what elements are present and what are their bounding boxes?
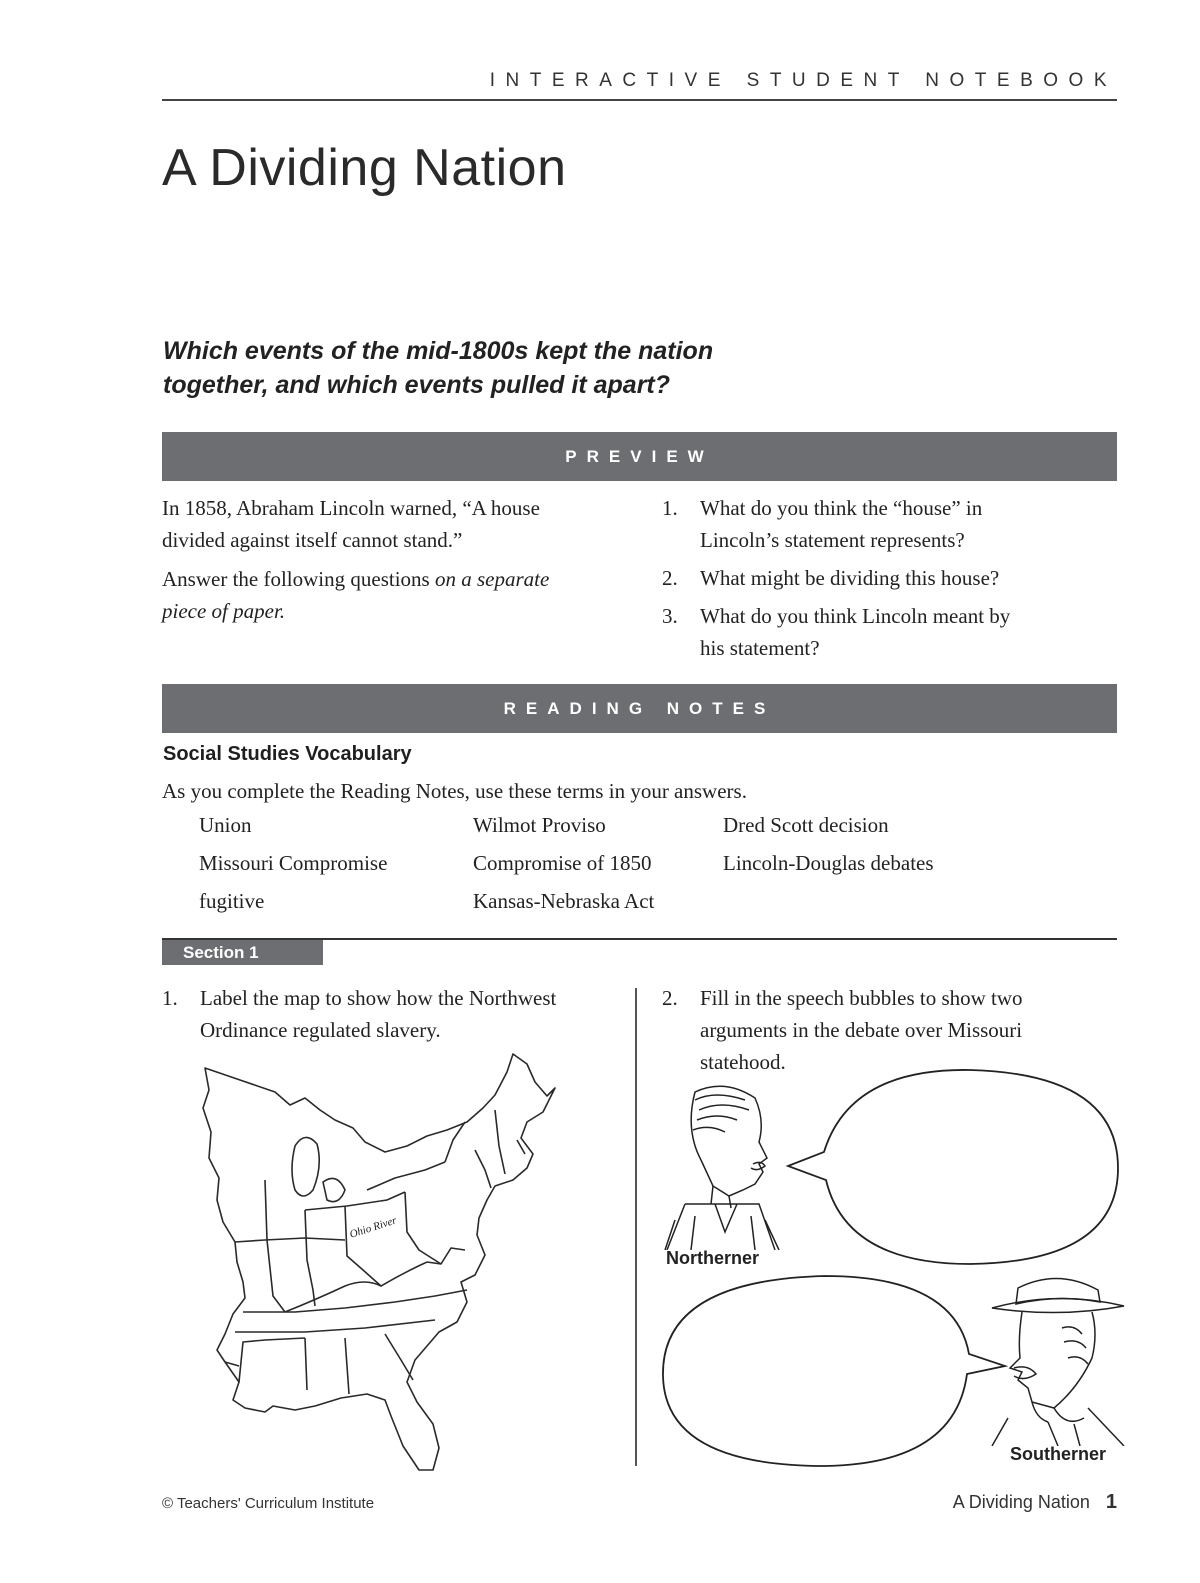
northerner-portrait-icon xyxy=(655,1080,790,1250)
section1-question2 xyxy=(662,982,1117,1078)
vocab-heading: Social Studies Vocabulary xyxy=(163,743,412,765)
question-line: his statement? xyxy=(700,636,820,660)
preview-heading-bar: PREVIEW xyxy=(162,432,1117,481)
question-text xyxy=(200,982,622,1046)
question-text xyxy=(700,492,1117,556)
question-line: What might be dividing this house? xyxy=(700,566,1000,590)
question-line: arguments in the debate over Missouri xyxy=(700,1018,1023,1042)
question-line: Lincoln’s statement represents? xyxy=(700,528,965,552)
column-divider xyxy=(635,988,637,1466)
preview-instruction xyxy=(162,563,612,627)
northerner-caption: Northerner xyxy=(666,1248,760,1268)
preview-intro-line1: In 1858, Abraham Lincoln warned, “A house xyxy=(162,496,540,520)
preview-questions xyxy=(662,492,1117,664)
vocab-term: Compromise of 1850 xyxy=(473,851,652,875)
preview-intro xyxy=(162,492,612,627)
vocab-term: Kansas-Nebraska Act xyxy=(473,889,655,913)
preview-question xyxy=(662,492,1117,556)
question-line: Ordinance regulated slavery. xyxy=(200,1018,441,1042)
question-number: 1. xyxy=(162,986,178,1010)
essential-question-line1: Which events of the mid-1800s kept the nation xyxy=(163,337,714,365)
footer-title xyxy=(953,1491,1117,1514)
ohio-river-label: Ohio River xyxy=(348,1214,399,1241)
preview-instruction-line2: piece of paper. xyxy=(162,599,286,623)
southerner-caption: Southerner xyxy=(1010,1444,1107,1464)
vocab-instruction: As you complete the Reading Notes, use these terms in your answers. xyxy=(162,779,747,803)
page-title: A Dividing Nation xyxy=(162,139,567,197)
preview-intro-line2: divided against itself cannot stand.” xyxy=(162,528,463,552)
section-tab: Section 1 xyxy=(162,940,323,965)
question-text xyxy=(700,600,1117,664)
eastern-us-outline-map[interactable] xyxy=(195,1050,565,1480)
preview-question xyxy=(662,562,1117,594)
running-title: A Dividing Nation xyxy=(952,1492,1090,1512)
vocab-term: Union xyxy=(199,813,252,837)
preview-instruction-a: Answer the following questions xyxy=(162,567,435,591)
question-line: Label the map to show how the Northwest xyxy=(200,986,557,1010)
reading-notes-heading-bar: READING NOTES xyxy=(162,684,1117,733)
page-number: 1 xyxy=(1105,1491,1117,1513)
question-number: 1. xyxy=(662,496,678,520)
vocab-term: Wilmot Proviso xyxy=(473,813,606,837)
essential-question xyxy=(163,334,863,402)
question-line: What do you think the “house” in xyxy=(700,496,983,520)
vocab-term: Dred Scott decision xyxy=(723,813,889,837)
vocab-term: fugitive xyxy=(199,889,265,913)
question-line: statehood. xyxy=(700,1050,786,1074)
southerner-portrait-icon xyxy=(988,1268,1128,1446)
question-number: 2. xyxy=(662,986,678,1010)
question-number: 2. xyxy=(662,566,678,590)
speech-bubble-southerner[interactable] xyxy=(655,1270,1015,1470)
preview-question xyxy=(662,600,1117,664)
section1-question1 xyxy=(162,982,622,1046)
series-label: INTERACTIVE STUDENT NOTEBOOK xyxy=(489,70,1117,91)
question-text xyxy=(700,562,1117,594)
speech-bubble-northerner[interactable] xyxy=(780,1068,1125,1268)
question-text xyxy=(700,982,1117,1078)
preview-instruction-b: on a separate xyxy=(434,567,550,591)
vocab-term: Lincoln-Douglas debates xyxy=(723,851,934,875)
copyright: © Teachers' Curriculum Institute xyxy=(162,1495,375,1512)
question-line: Fill in the speech bubbles to show two xyxy=(700,986,1023,1010)
vocab-term: Missouri Compromise xyxy=(199,851,388,875)
header-rule xyxy=(162,99,1117,101)
question-number: 3. xyxy=(662,604,678,628)
essential-question-line2: together, and which events pulled it apart? xyxy=(163,371,671,399)
question-line: What do you think Lincoln meant by xyxy=(700,604,1011,628)
